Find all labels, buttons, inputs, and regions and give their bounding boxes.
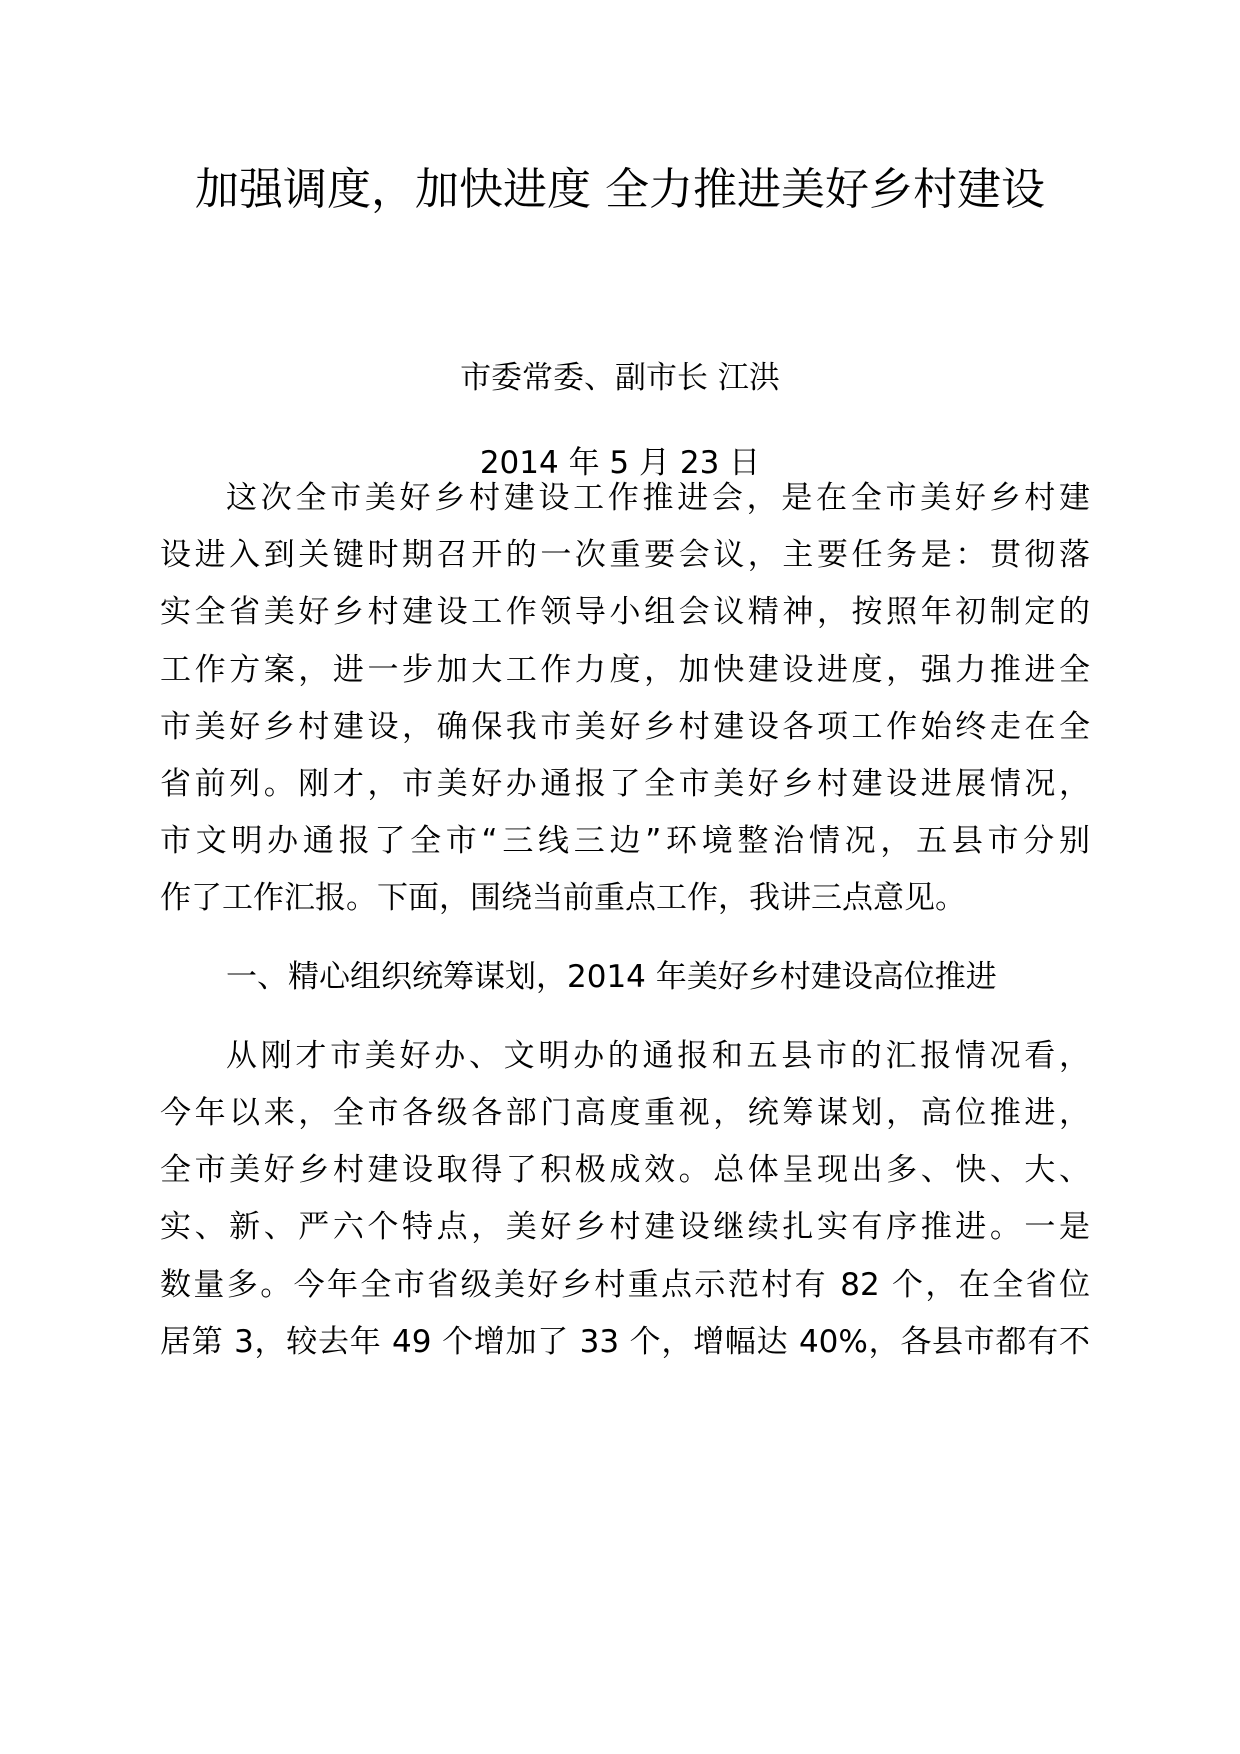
paragraph-line: 市美好乡村建设，确保我市美好乡村建设各项工作始终走在全 xyxy=(160,709,1090,745)
paragraph-line: 工作方案，进一步加大工作力度，加快建设进度，强力推进全 xyxy=(160,652,1090,688)
paragraph-line: 设进入到关键时期召开的一次重要会议，主要任务是：贯彻落 xyxy=(160,537,1090,573)
paragraph-line: 作了工作汇报。下面，围绕当前重点工作，我讲三点意见。 xyxy=(160,880,966,916)
author-line: 市委常委、副市长 江洪 xyxy=(460,360,780,396)
paragraph-line: 今年以来，全市各级各部门高度重视，统筹谋划，高位推进， xyxy=(160,1095,1090,1131)
paragraph-line: 省前列。刚才，市美好办通报了全市美好乡村建设进展情况， xyxy=(160,766,1090,802)
paragraph-line: 全市美好乡村建设取得了积极成效。总体呈现出多、快、大、 xyxy=(160,1152,1090,1188)
document-title: 加强调度，加快进度 全力推进美好乡村建设 xyxy=(195,164,1045,215)
paragraph-line: 居第 3，较去年 49 个增加了 33 个，增幅达 40%，各县市都有不 xyxy=(160,1324,1090,1360)
paragraph-line: 实、新、严六个特点，美好乡村建设继续扎实有序推进。一是 xyxy=(160,1209,1090,1245)
paragraph-line: 从刚才市美好办、文明办的通报和五县市的汇报情况看， xyxy=(226,1038,1090,1074)
paragraph-line: 这次全市美好乡村建设工作推进会，是在全市美好乡村建 xyxy=(226,480,1090,516)
paragraph-line: 市文明办通报了全市“三线三边”环境整治情况，五县市分别 xyxy=(160,823,1090,859)
paragraph-line: 实全省美好乡村建设工作领导小组会议精神，按照年初制定的 xyxy=(160,594,1090,630)
date-line: 2014 年 5 月 23 日 xyxy=(479,445,761,481)
section-heading-1: 一、精心组织统筹谋划，2014 年美好乡村建设高位推进 xyxy=(226,959,997,995)
paragraph-line: 数量多。今年全市省级美好乡村重点示范村有 82 个，在全省位 xyxy=(160,1267,1090,1303)
